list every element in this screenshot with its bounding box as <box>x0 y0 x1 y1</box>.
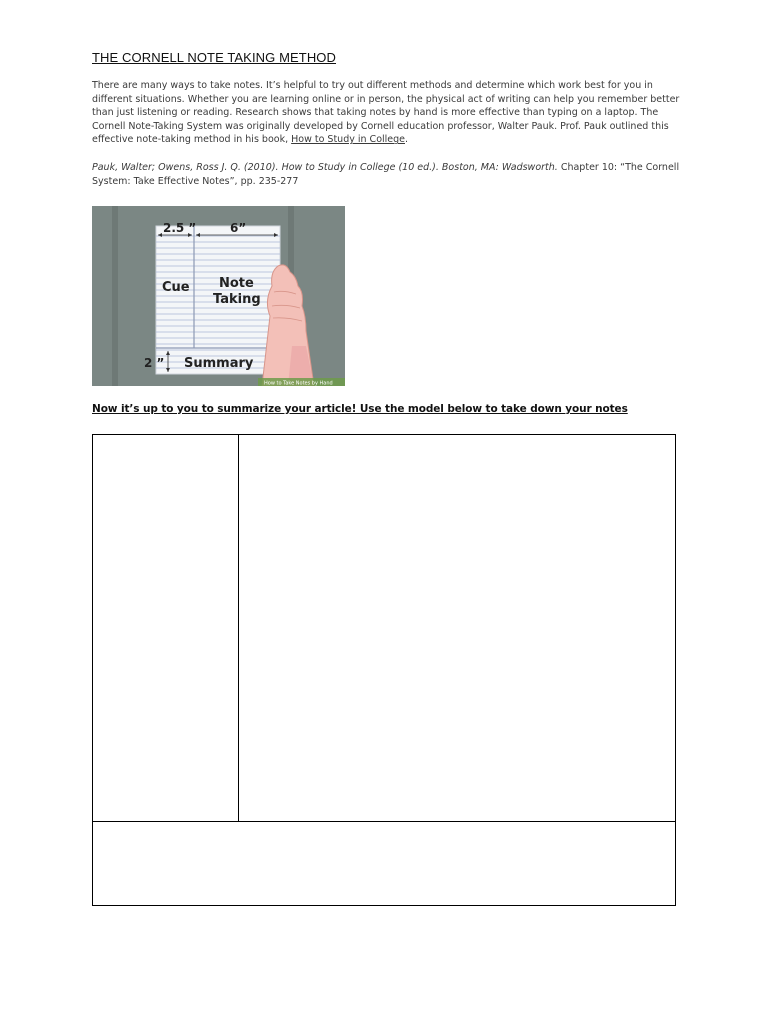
instruction-text: Now it’s up to you to summarize your article! Use the model below to take down your notes <box>92 403 628 415</box>
summary-label: Summary <box>184 356 254 371</box>
bg-stripe-left <box>112 206 118 386</box>
summary-height-label: 2 ” <box>144 356 165 370</box>
book-title-link[interactable]: How to Study in College <box>291 134 405 146</box>
note-label: Note <box>219 276 254 291</box>
watermark-text: How to Take Notes by Hand <box>264 380 333 386</box>
cue-column[interactable] <box>93 435 239 821</box>
citation-chapter: Chapter 10: “The Cornell System: Take Effective Notes”, pp. 235-277 <box>92 162 680 187</box>
intro-text: There are many ways to take notes. It’s helpful to try out different methods and determine which work best for you in different situations. Whether you are learning online or in person, the physical act of writing can help you remember better than just listening or reading. Research shows that taking notes by hand is more effective than typing on a laptop. The Cornell Note-Taking System was originally developed by Cornell education professor, Walter Pauk. Prof. Pauk outlined this effective note-taking method in his book, <box>92 80 680 146</box>
cornell-layout-illustration <box>92 206 345 386</box>
illustration-svg <box>92 206 345 386</box>
citation-italic: Pauk, Walter; Owens, Ross J. Q. (2010). How to Study in College (10 ed.). Boston, MA: Wadsworth. <box>92 162 558 173</box>
cue-label: Cue <box>162 280 190 295</box>
page-title: THE CORNELL NOTE TAKING METHOD <box>92 50 337 65</box>
intro-paragraph <box>92 79 682 147</box>
dimension-left-label: 2.5 ” <box>163 221 197 235</box>
cornell-notes-template <box>92 434 676 906</box>
summary-row[interactable] <box>93 821 675 905</box>
dimension-right-label: 6” <box>230 221 247 235</box>
notes-column[interactable] <box>239 435 675 821</box>
citation <box>92 161 682 188</box>
intro-end: . <box>405 134 409 146</box>
taking-label: Taking <box>213 292 261 307</box>
